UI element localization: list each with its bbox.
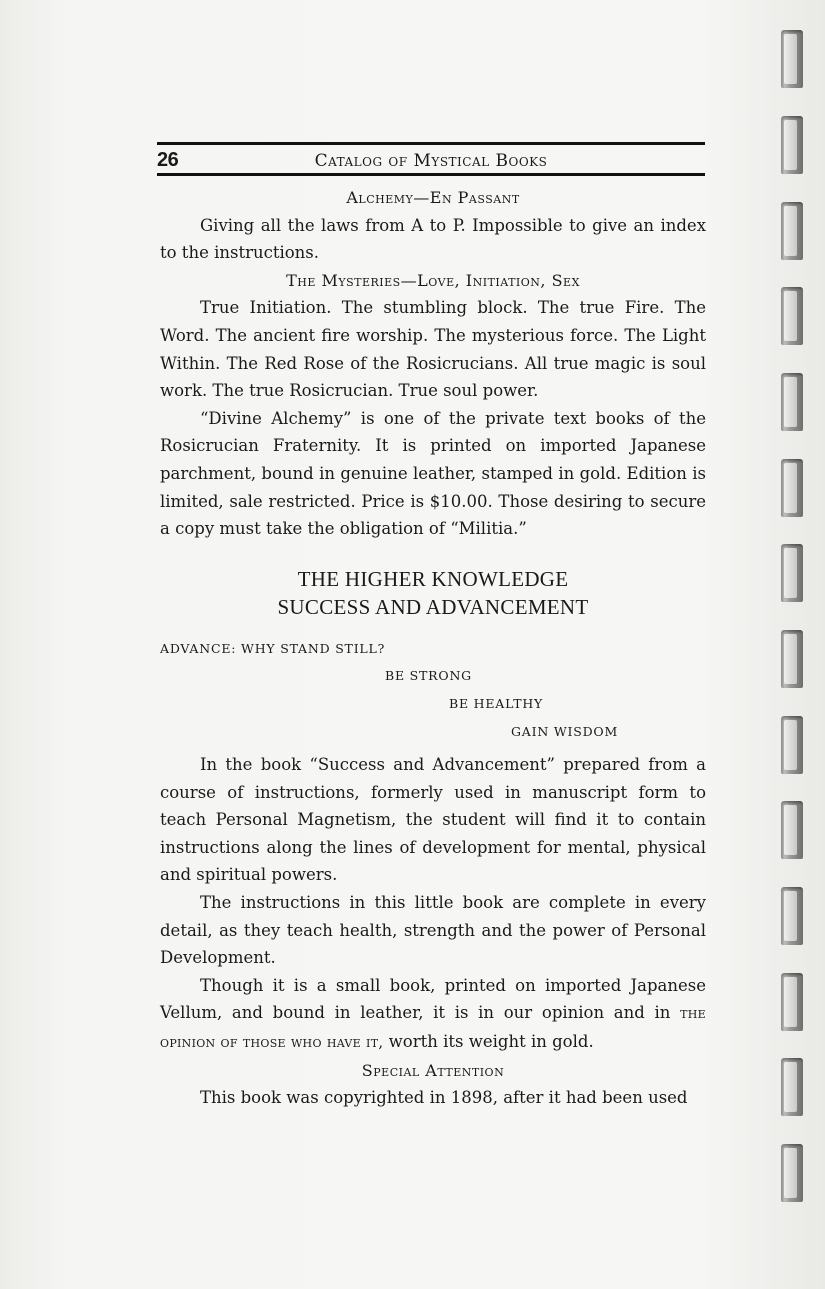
motto-strong: BE STRONG — [385, 668, 472, 684]
binding-hole — [781, 1058, 803, 1116]
binding-hole — [781, 373, 803, 431]
binding-hole — [781, 887, 803, 945]
paragraph: The instructions in this little book are complete in every detail, as they teach health, strength and the power of Personal Development. — [160, 893, 706, 968]
section-heading: Alchemy—En Passant — [346, 188, 520, 207]
binding-hole — [781, 459, 803, 517]
section-subtitle: SUCCESS AND ADVANCEMENT — [277, 594, 589, 619]
running-title: Catalog of Mystical Books — [314, 151, 548, 171]
binding-hole — [781, 973, 803, 1031]
binding-hole — [781, 716, 803, 774]
paragraph: Giving all the laws from A to P. Impossible to give an index to the instructions. — [160, 215, 706, 263]
page-number: 26 — [157, 149, 179, 171]
header-row — [157, 145, 705, 171]
binding-hole — [781, 1144, 803, 1202]
paragraph — [160, 972, 706, 1057]
paragraph: True Initiation. The stumbling block. The true Fire. The Word. The ancient fire worship. The mysterious force. The Light Within. The Red Rose of the Rosicrucians. All true magic is soul work. The true Rosicrucian. True soul power. — [160, 298, 706, 401]
paragraph: In the book “Success and Advancement” prepared from a course of instructions, formerly used in manuscript form to teach Personal Magnetism, the student will find it to contain instructions along the lines of development for mental, physical and spiritual powers. — [160, 755, 706, 885]
binding-hole — [781, 630, 803, 688]
paragraph-text: Though it is a small book, printed on imported Japanese Vellum, and bound in leather, it is in our opinion and in — [160, 975, 706, 1023]
emphasis-text: the opinion of those who have it, — [160, 1004, 706, 1052]
binding-hole — [781, 30, 803, 88]
binding-hole — [781, 801, 803, 859]
binding-holes — [781, 24, 811, 1284]
header-rule-bottom — [157, 173, 705, 176]
page-header — [157, 142, 705, 176]
page-body — [160, 184, 706, 1112]
motto-wisdom: GAIN WISDOM — [511, 723, 619, 739]
motto-advance: ADVANCE: WHY STAND STILL? — [160, 640, 386, 656]
motto-line — [160, 635, 706, 663]
section-title: THE HIGHER KNOWLEDGE — [297, 566, 569, 591]
binding-hole — [781, 202, 803, 260]
section-heading: Special Attention — [361, 1060, 505, 1080]
binding-hole — [781, 544, 803, 602]
paragraph: This book was copyrighted in 1898, after it had been used — [200, 1088, 688, 1108]
binding-hole — [781, 287, 803, 345]
motto-line — [160, 690, 706, 718]
section-heading: The Mysteries—Love, Initiation, Sex — [286, 270, 580, 290]
binding-hole — [781, 116, 803, 174]
paragraph: “Divine Alchemy” is one of the private text books of the Rosicrucian Fraternity. It is printed on imported Japanese parchment, bound in genuine leather, stamped in gold. Edition is limited, sale restricted. Price is $10.00. Those desiring to secure a copy must take the obligation of “Militia.” — [160, 408, 706, 539]
motto-line — [160, 718, 706, 746]
motto-healthy: BE HEALTHY — [449, 695, 544, 711]
motto-line — [160, 662, 706, 690]
paragraph-text: worth its weight in gold. — [388, 1032, 594, 1052]
